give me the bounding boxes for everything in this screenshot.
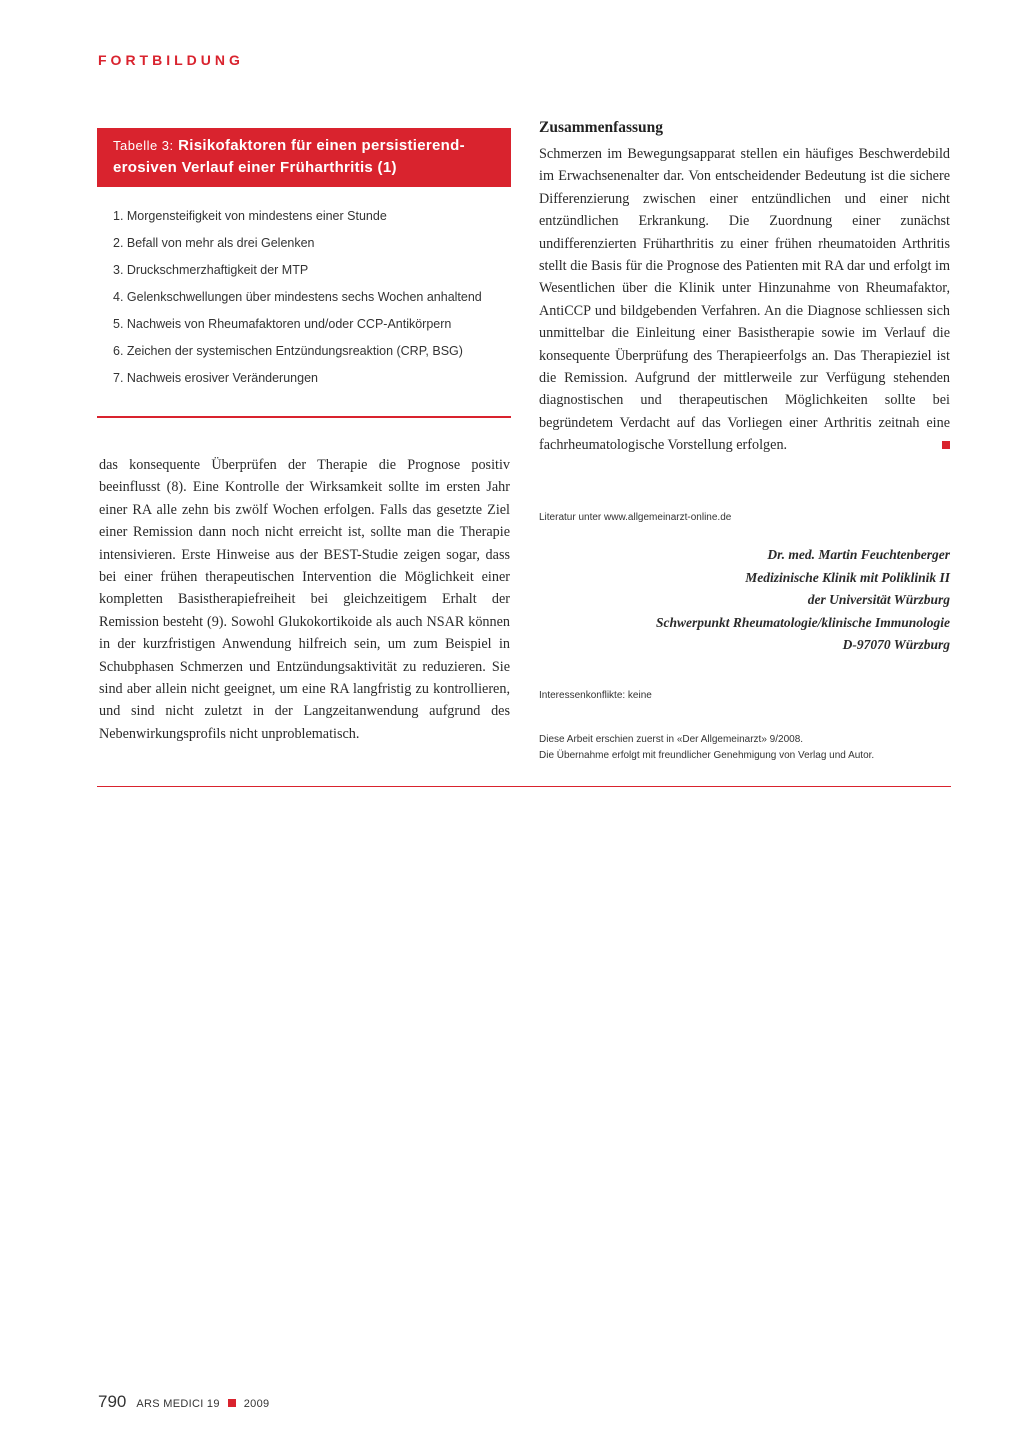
page-number: 790	[98, 1392, 127, 1411]
author-name: Dr. med. Martin Feuchtenberger	[767, 547, 950, 562]
author-affiliation-1: Medizinische Klinik mit Poliklinik II	[745, 569, 950, 585]
list-item: 4. Gelenkschwellungen über mindestens sechs Wochen anhaltend	[113, 290, 482, 304]
risk-factor-table	[97, 128, 511, 392]
section-label: FORTBILDUNG	[98, 52, 244, 68]
journal-year: 2009	[243, 1398, 270, 1410]
summary-text: Schmerzen im Bewegungsapparat stellen ein häufiges Beschwerdebild im Erwachsenenalter dar. Von entscheidender Bedeutung ist die sichere Differenzierung zwischen einer entzündlichen und einer nicht entzündlichen Erkrankung. Die Zuordnung einer zunächst undifferenzierten Früharthritis zu einer frühen rheumatoiden Arthritis stellt die Basis für die Prognose des Patienten mit RA dar und erfolgt im Wesentlichen über die Klinik unter Hinzunahme von Rheumafaktor, AntiCCP und bildgebenden Verfahren. An die Diagnose schliessen sich unmittelbar die Einleitung einer Basistherapie sowie im Verlauf die konsequente Überprüfung des Therapieerfolgs an. Das Therapieziel ist die Remission. Aufgrund der mittlerweile zur Verfügung stehenden diagnostischen und therapeutischen Möglichkeiten sollte bei begründetem Verdacht auf das Vorliegen einer Arthritis zeitnah eine fachrheumatologische Vorstellung erfolgen.	[539, 146, 950, 454]
table-header	[97, 128, 511, 187]
table-divider	[97, 416, 511, 418]
literature-note: Literatur unter www.allgemeinarzt-online.de	[539, 512, 732, 523]
page-footer	[98, 1392, 269, 1412]
list-item: 1. Morgensteifigkeit von mindestens einer Stunde	[113, 209, 387, 223]
square-icon	[228, 1399, 236, 1407]
table-list	[97, 187, 511, 392]
table-label: Tabelle 3:	[113, 138, 174, 153]
author-affiliation-3: Schwerpunkt Rheumatologie/klinische Immunologie	[655, 614, 950, 630]
list-item: 6. Zeichen der systemischen Entzündungsreaktion (CRP, BSG)	[113, 344, 463, 358]
bottom-divider	[97, 786, 951, 787]
journal-name: ARS MEDICI 19	[136, 1398, 220, 1410]
conflicts-note: Interessenkonflikte: keine	[539, 690, 652, 701]
list-item: 3. Druckschmerzhaftigkeit der MTP	[113, 263, 309, 277]
author-block	[539, 544, 950, 657]
author-affiliation-2: der Universität Würzburg	[807, 592, 950, 607]
end-mark-icon	[942, 441, 950, 449]
source-note-2: Die Übernahme erfolgt mit freundlicher Genehmigung von Verlag und Autor.	[539, 750, 875, 761]
summary-paragraph	[539, 143, 950, 457]
list-item: 2. Befall von mehr als drei Gelenken	[113, 236, 315, 250]
table-title: Risikofaktoren für einen persistierend-erosiven Verlauf einer Früharthritis (1)	[113, 137, 465, 176]
left-column-text: das konsequente Überprüfen der Therapie die Prognose positiv beeinflusst (8). Eine Kontrolle der Wirksamkeit sollte im ersten Jahr einer RA alle zehn bis zwölf Wochen erfolgen. Falls das gesetzte Ziel einer Remission dann noch nicht erreicht ist, sollte man die Therapie intensivieren. Erste Hinweise aus der BEST-Studie zeigen sogar, dass bei einer frühen therapeutischen Intervention die Möglichkeit einer kompletten Basistherapiefreiheit bei gleichzeitigem Erhalt der Remission besteht (9). Sowohl Glukokortikoide als auch NSAR können in der kurzfristigen Anwendung hilfreich sein, um zum Beispiel in Schubphasen Schmerzen und Entzündungsaktivität zu reduzieren. Sie sind aber allein nicht geeignet, um eine RA langfristig zu kontrollieren, und sind nicht zuletzt in der Langzeitanwendung aufgrund des Nebenwirkungsprofils nicht unproblematisch.	[99, 457, 510, 742]
list-item: 7. Nachweis erosiver Veränderungen	[113, 371, 318, 385]
source-note-1: Diese Arbeit erschien zuerst in «Der Allgemeinarzt» 9/2008.	[539, 734, 804, 745]
summary-title: Zusammenfassung	[539, 119, 664, 136]
list-item: 5. Nachweis von Rheumafaktoren und/oder CCP-Antikörpern	[113, 317, 452, 331]
author-address: D-97070 Würzburg	[842, 637, 950, 652]
